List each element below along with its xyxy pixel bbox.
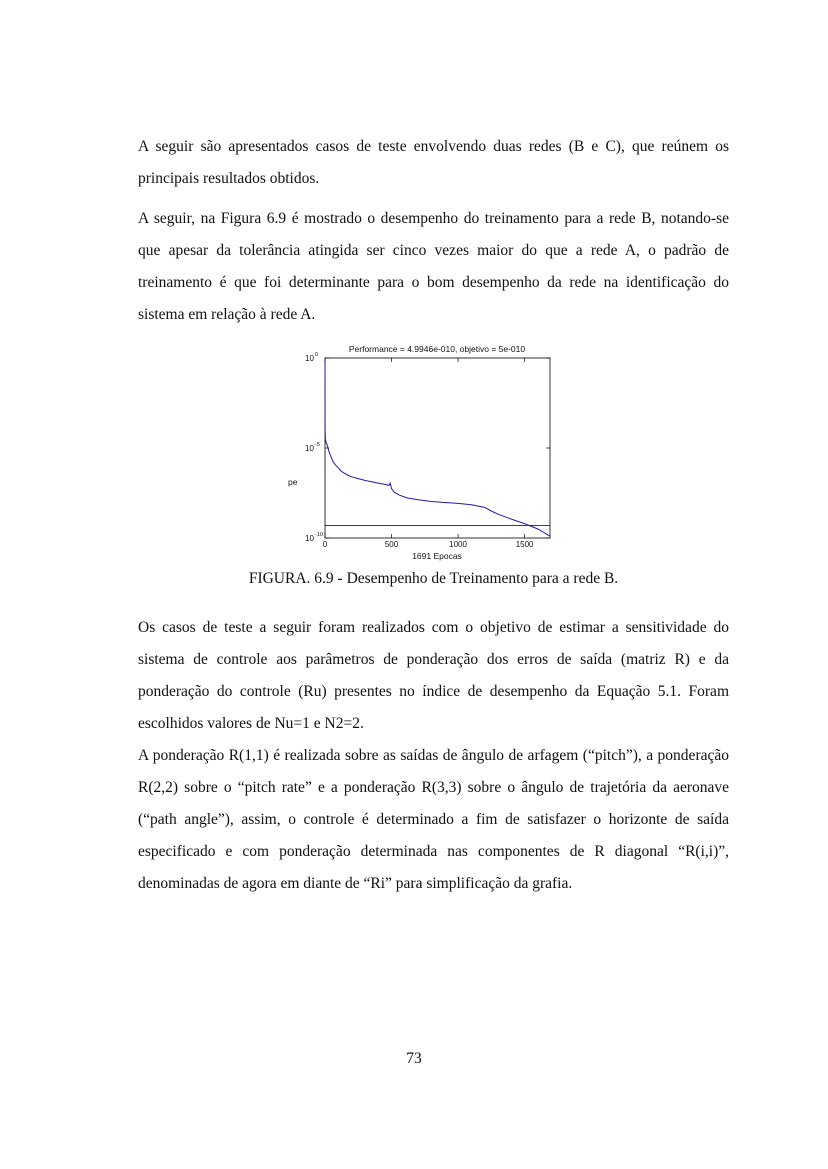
x-tick-label-2: 1000 <box>449 540 467 549</box>
performance-chart <box>280 340 580 565</box>
x-tick-label-0: 0 <box>322 540 328 549</box>
y-tick-exponent-2: -10 <box>315 532 323 538</box>
page-number: 73 <box>406 1050 422 1067</box>
y-tick-exponent-1: -5 <box>315 442 320 448</box>
paragraph-figure-reference: A seguir, na Figura 6.9 é mostrado o desempenho do treinamento para a rede B, notando-se que apesar da tolerância atingida ser cinco vezes maior do que a rede A, o padrão de treinamento é que foi determinante para o bom desempenho da rede na identificação do sistema em relação à rede A. <box>138 210 729 323</box>
paragraph-intro: A seguir são apresentados casos de teste envolvendo duas redes (B e C), que reúnem os principais resultados obtidos. <box>138 138 729 187</box>
plot-area-frame <box>325 358 550 538</box>
y-tick-label-2: 10 <box>305 534 314 543</box>
y-tick-label-1: 10 <box>305 444 314 453</box>
paragraph-weighting: A ponderação R(1,1) é realizada sobre as saídas de ângulo de arfagem (“pitch”), a ponderação R(2,2) sobre o “pitch rate” e a ponderação R(3,3) sobre o ângulo de trajetória da aeronave (“path angle”), assim, o controle é determinado a fim de satisfazer o horizonte de saída especificado e com ponderação determinada nas componentes de R diagonal “R(i,i)”, denominadas de agora em diante de “Ri” para simplificação da grafia. <box>138 747 729 892</box>
x-axis-label: 1691 Epocas <box>412 551 462 561</box>
y-axis-label: pe <box>288 477 298 487</box>
figure-6-9 <box>280 340 580 565</box>
x-tick-label-3: 1500 <box>515 540 534 549</box>
paragraph-test-cases: Os casos de teste a seguir foram realizados com o objetivo de estimar a sensitividade do sistema de controle aos parâmetros de ponderação dos erros de saída (matriz R) e da ponderação do controle (Ru) presentes no índice de desempenho da Equação 5.1. Foram escolhidos valores de Nu=1 e N2=2. <box>138 619 729 732</box>
figure-caption: FIGURA. 6.9 - Desempenho de Treinamento para a rede B. <box>248 570 619 587</box>
y-tick-label-0: 10 <box>305 354 314 363</box>
y-tick-exponent-0: 0 <box>315 352 319 358</box>
x-tick-label-1: 500 <box>384 540 399 549</box>
chart-title: Performance = 4.9946e-010, objetivo = 5e-010 <box>348 344 526 354</box>
